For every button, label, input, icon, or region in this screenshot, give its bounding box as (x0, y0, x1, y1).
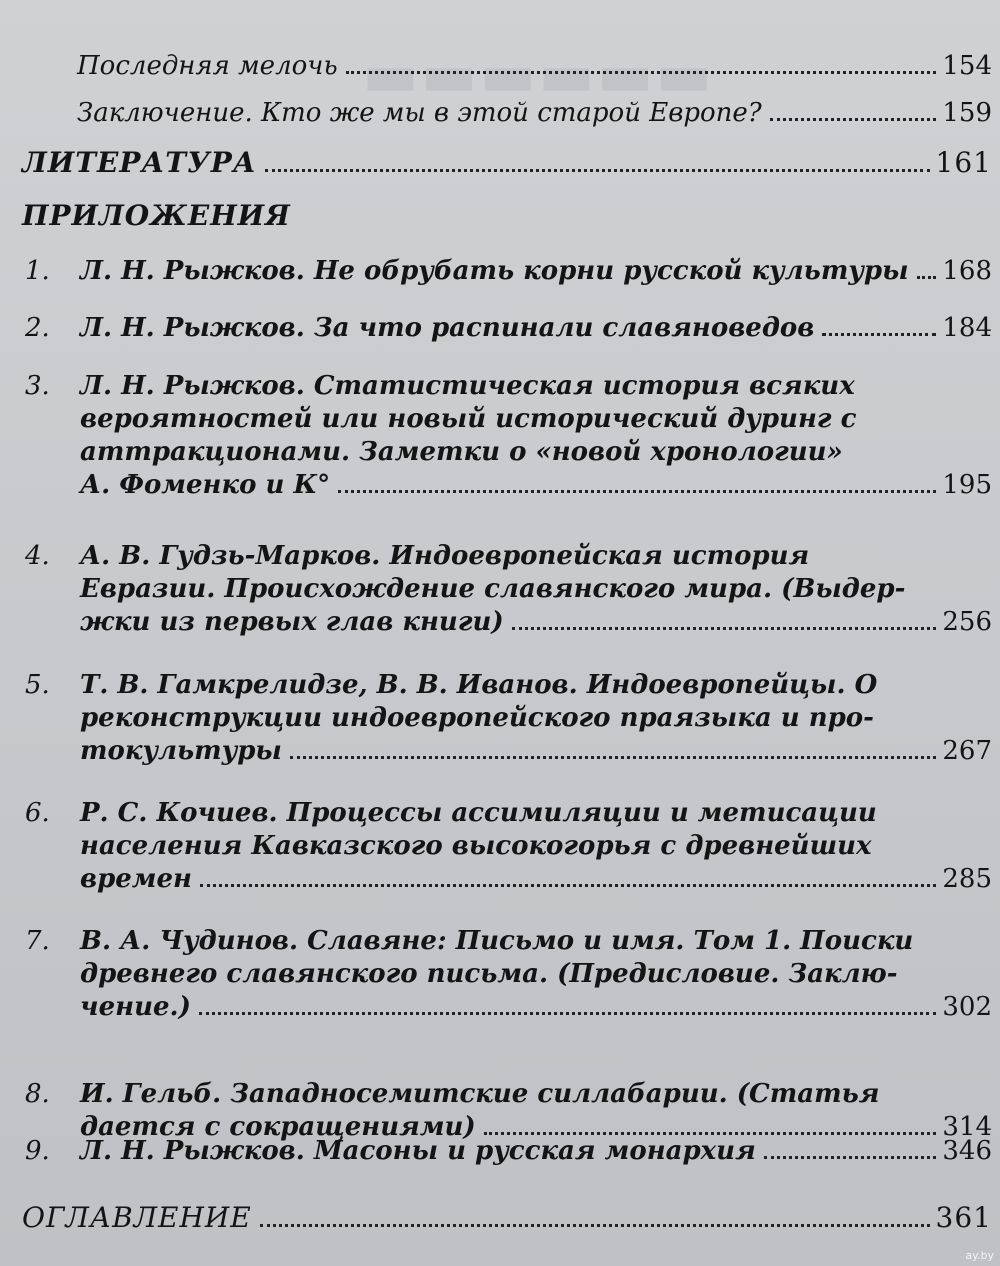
appendix-entry-line[interactable]: населения Кавказского высокогорья с древнейших (80, 831, 872, 861)
leader-dots (199, 1012, 936, 1015)
leader-dots (260, 1224, 930, 1227)
appendix-entry-line[interactable]: Л. Н. Рыжков. Статистическая история всяких (80, 371, 855, 401)
appendix-entry-line[interactable]: В. А. Чудинов. Славяне: Письмо и имя. Том 1. Поиски (80, 926, 914, 956)
leader-dots (917, 276, 937, 279)
appendix-number: 1. (25, 256, 50, 286)
appendix-number: 3. (25, 371, 50, 401)
appendix-entry-line[interactable]: древнего славянского письма. (Предисловие. Заклю- (80, 959, 898, 989)
appendix-entry-line[interactable]: А. В. Гудзь-Марков. Индоевропейская история (80, 541, 810, 571)
leader-dots (346, 71, 937, 74)
toc-entry-posledniaya[interactable] (77, 50, 992, 82)
appendix-entry-page: 184 (942, 313, 992, 343)
appendix-entry-line[interactable]: И. Гельб. Западносемитские силлабарии. (Статья (80, 1079, 880, 1109)
appendix-number: 4. (25, 541, 50, 571)
leader-dots (764, 1156, 937, 1159)
leader-dots (290, 756, 936, 759)
leader-dots (770, 118, 937, 121)
appendix-entry-page: 346 (942, 1136, 992, 1166)
appendix-entry-text: токультуры (80, 736, 282, 766)
appendix-number: 6. (25, 798, 50, 828)
appendix-entry-last-line[interactable] (80, 469, 992, 501)
appendix-entry-line[interactable]: аттракционами. Заметки о «новой хронологии» (80, 437, 843, 467)
appendix-entry-text: Л. Н. Рыжков. Не обрубать корни русской культуры (80, 256, 909, 286)
toc-entry-page: 361 (935, 1201, 992, 1234)
leader-dots (265, 169, 930, 172)
toc-section-title: ЛИТЕРАТУРА (22, 146, 257, 179)
appendix-entry-page: 168 (942, 256, 992, 286)
appendix-entry-text: Л. Н. Рыжков. За что распинали славяноведов (80, 313, 815, 343)
toc-entry-page: 161 (935, 146, 992, 179)
leader-dots (822, 333, 936, 336)
watermark: ay.by (965, 1249, 994, 1262)
appendix-entry-last-line[interactable] (80, 991, 992, 1023)
appendix-entry-page: 256 (942, 607, 992, 637)
appendix-number: 9. (25, 1136, 50, 1166)
appendix-entry-line[interactable]: вероятностей или новый исторический дуринг с (80, 404, 857, 434)
toc-entry-page: 159 (942, 98, 992, 128)
leader-dots (338, 490, 936, 493)
toc-entry-page: 154 (942, 51, 992, 81)
appendix-entry-text: жки из первых глав книги) (80, 607, 504, 637)
appendix-entry-last-line[interactable] (80, 606, 992, 638)
bleed-through-texture: ▬▬▬▬▬▬ (360, 40, 713, 110)
appendix-entry-page: 285 (942, 864, 992, 894)
toc-section-oglavlenie[interactable] (22, 1202, 992, 1234)
appendix-number: 8. (25, 1079, 50, 1109)
toc-section-prilozheniya: ПРИЛОЖЕНИЯ (22, 199, 291, 232)
appendix-entry-last-line[interactable] (80, 1135, 992, 1167)
appendix-entry-text: времен (80, 864, 193, 894)
toc-entry-zaklyuchenie[interactable] (77, 97, 992, 129)
appendix-entry-line[interactable]: Т. В. Гамкрелидзе, В. В. Иванов. Индоевропейцы. О (80, 670, 878, 700)
appendix-entry-last-line[interactable] (80, 735, 992, 767)
leader-dots (200, 884, 936, 887)
appendix-entry-line[interactable]: Евразии. Происхождение славянского мира. (Выдер- (80, 574, 906, 604)
appendix-number: 2. (25, 313, 50, 343)
appendix-entry-line[interactable]: реконструкции индоевропейского праязыка и про- (80, 703, 874, 733)
appendix-entry-text: Л. Н. Рыжков. Масоны и русская монархия (80, 1136, 756, 1166)
leader-dots (512, 627, 937, 630)
appendix-number: 7. (25, 926, 50, 956)
appendix-entry-line[interactable]: Р. С. Кочиев. Процессы ассимиляции и метисации (80, 798, 877, 828)
toc-entry-title: Последняя мелочь (77, 51, 338, 81)
toc-section-literatura[interactable] (22, 147, 992, 179)
appendix-entry-page: 267 (942, 736, 992, 766)
appendix-entry-page: 195 (942, 470, 992, 500)
appendix-entry-text: А. Фоменко и К° (80, 470, 331, 500)
appendix-entry-page: 314 (942, 1112, 992, 1142)
appendix-entry-text: дается с сокращениями) (80, 1112, 476, 1142)
appendix-entry-text: чение.) (80, 992, 191, 1022)
appendix-entry-last-line[interactable] (80, 863, 992, 895)
toc-entry-title: Заключение. Кто же мы в этой старой Европе? (77, 98, 762, 128)
appendix-entry-page: 302 (942, 992, 992, 1022)
appendix-entry-last-line[interactable] (80, 312, 992, 344)
toc-section-title: ОГЛАВЛЕНИЕ (22, 1201, 252, 1234)
appendix-entry-last-line[interactable] (80, 255, 992, 287)
appendix-number: 5. (25, 670, 50, 700)
